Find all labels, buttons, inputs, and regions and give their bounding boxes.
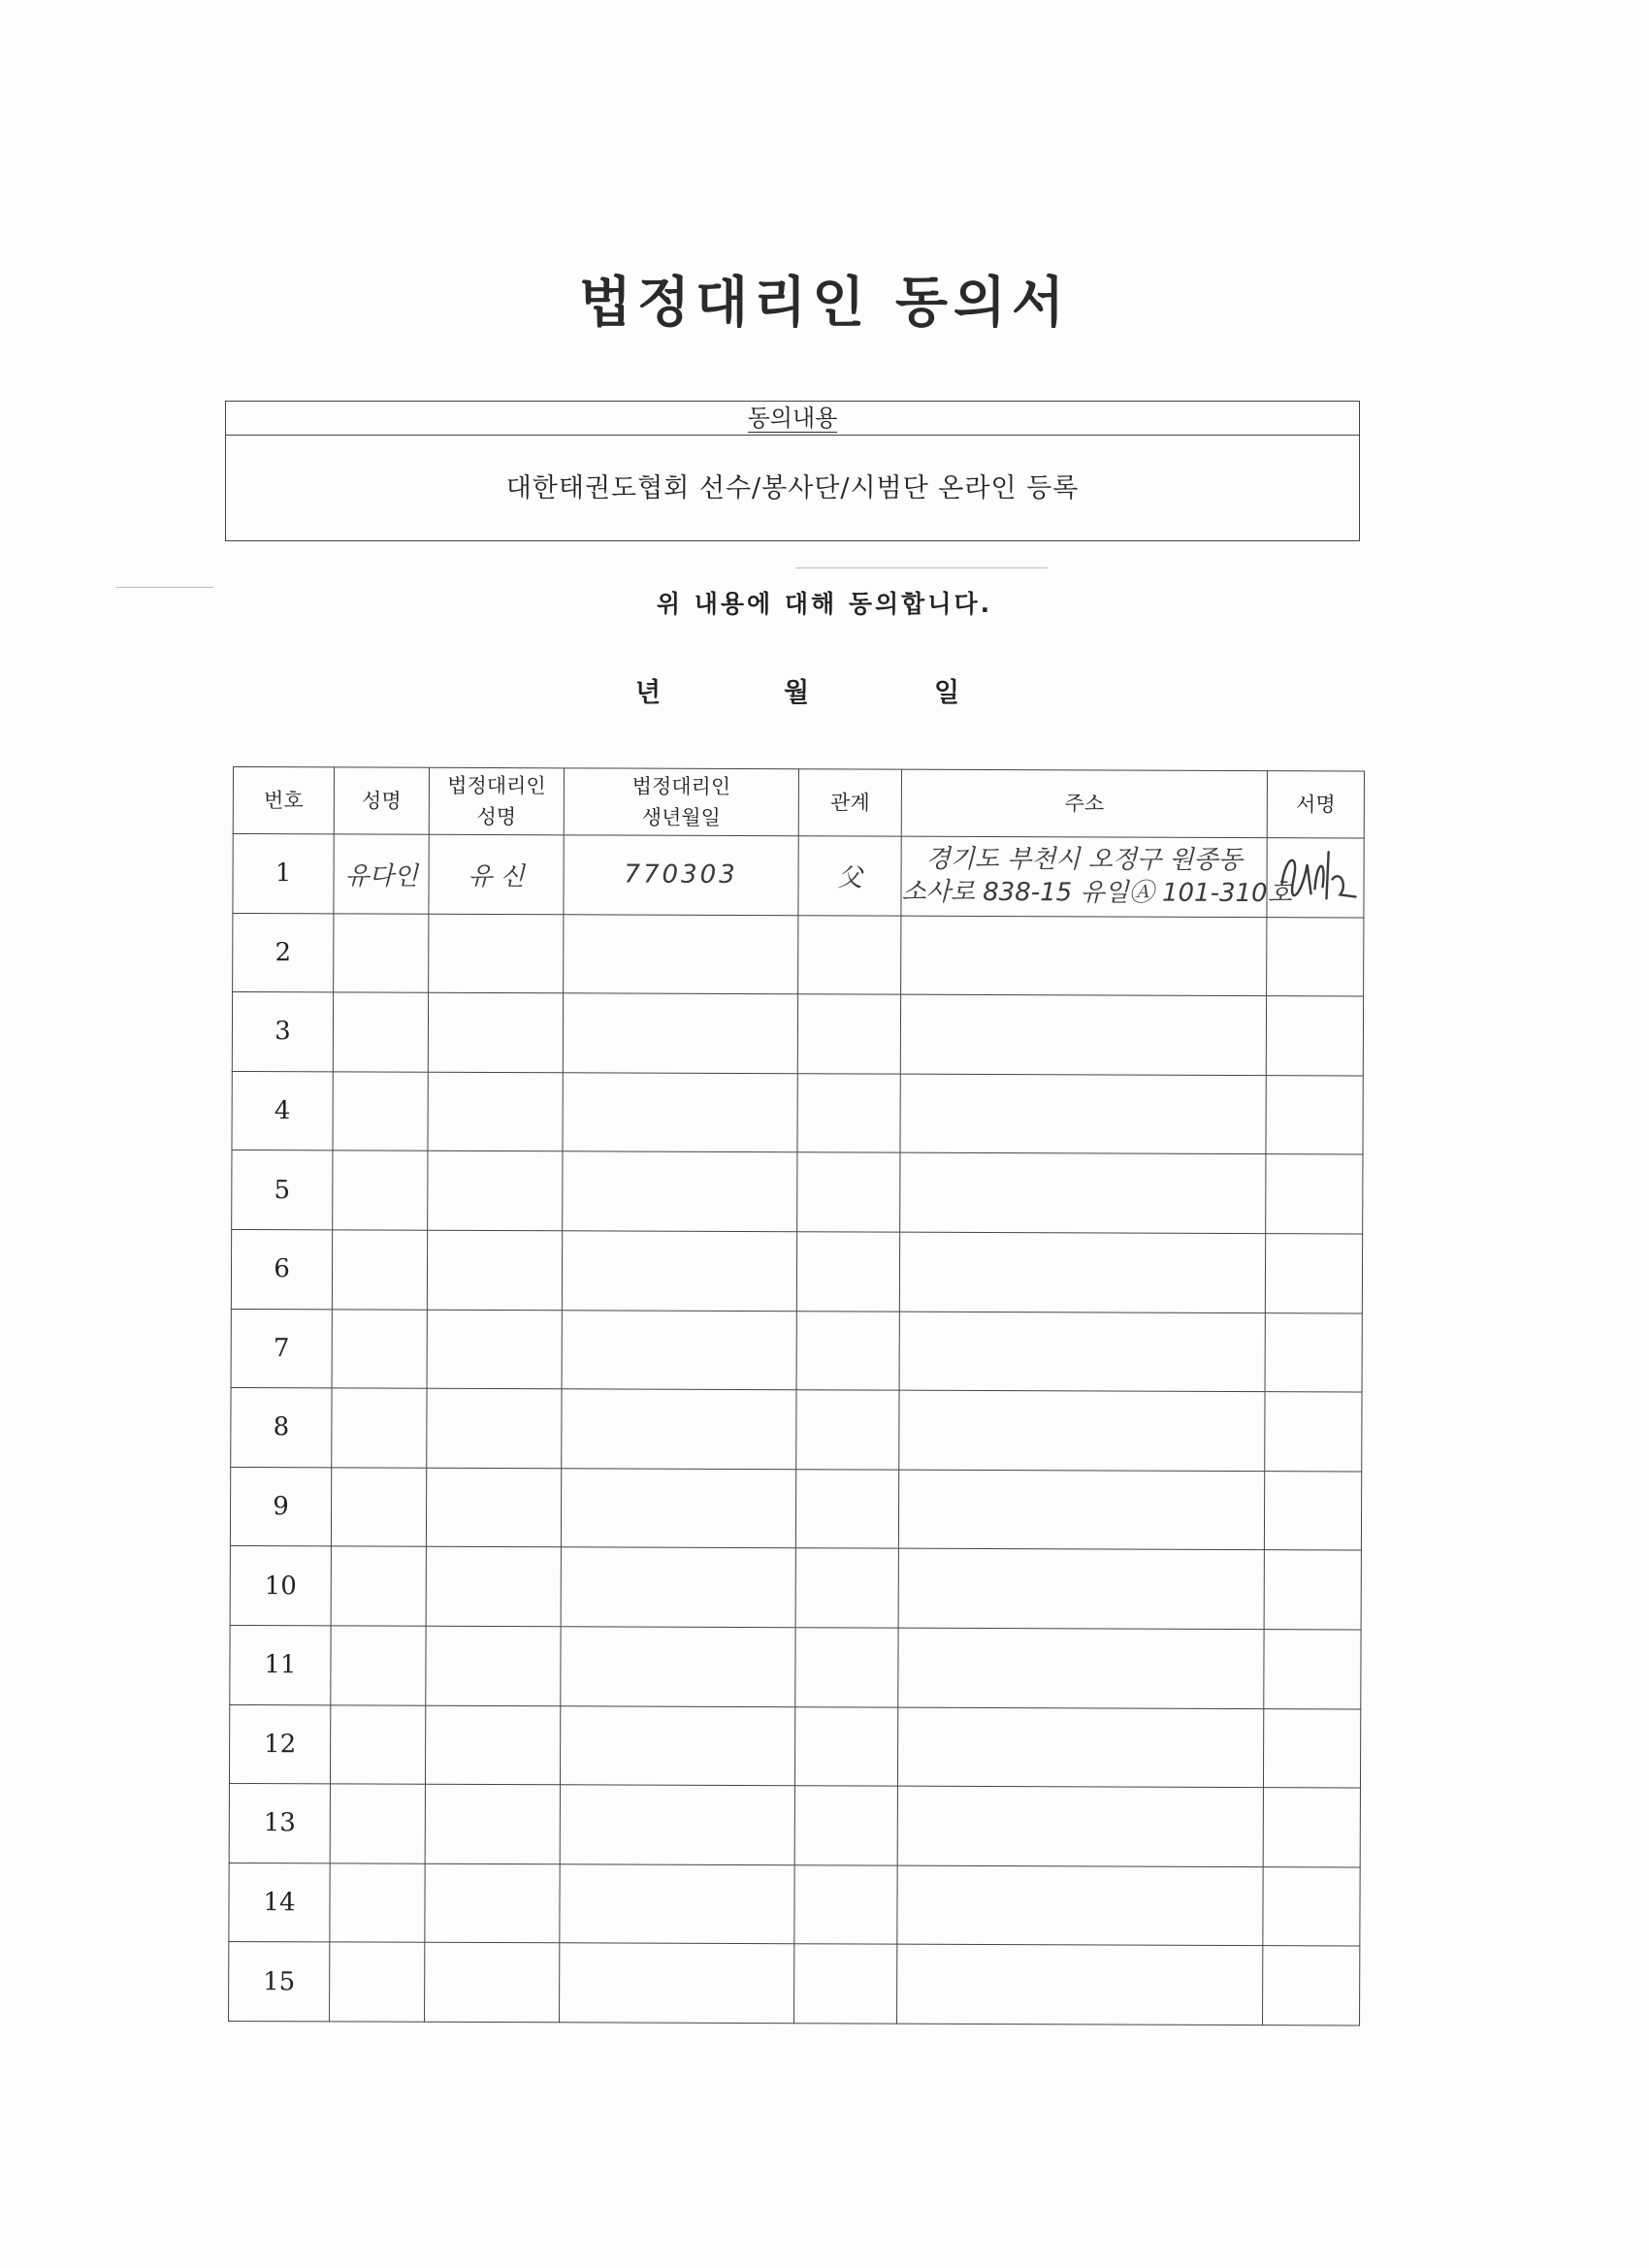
row-guardian-birth bbox=[560, 1943, 794, 2024]
row-number: 13 bbox=[229, 1784, 330, 1863]
row-relation bbox=[795, 1469, 898, 1548]
row-guardian-birth bbox=[560, 1785, 794, 1865]
row-number: 15 bbox=[229, 1942, 330, 2022]
row-guardian-name bbox=[427, 1310, 562, 1389]
table-row bbox=[230, 1625, 1361, 1708]
row-number: 7 bbox=[231, 1309, 332, 1388]
consent-header bbox=[226, 402, 1359, 436]
row-guardian-name bbox=[428, 992, 563, 1072]
consent-text: 대한태권도협회 선수/봉사단/시범단 온라인 등록 bbox=[505, 473, 1080, 503]
header-guardian-name-line2: 성명 bbox=[476, 804, 517, 829]
row-guardian-name bbox=[426, 1468, 561, 1547]
row-relation bbox=[796, 1311, 899, 1390]
row-guardian-name bbox=[427, 1230, 562, 1310]
row-signature bbox=[1265, 1392, 1362, 1472]
row-name bbox=[332, 1309, 427, 1388]
row-number: 2 bbox=[233, 913, 334, 992]
row-guardian-birth bbox=[561, 1547, 795, 1628]
row-relation bbox=[796, 1390, 899, 1470]
row-signature bbox=[1264, 1471, 1361, 1550]
row-signature bbox=[1266, 1075, 1363, 1154]
row-address bbox=[897, 1786, 1263, 1866]
row-guardian-birth bbox=[561, 1469, 795, 1549]
date-day-label: 일 bbox=[934, 678, 960, 708]
date-year-label: 년 bbox=[635, 678, 662, 708]
row-signature bbox=[1265, 1234, 1362, 1313]
row-name: 유다인 bbox=[334, 834, 429, 914]
table-row bbox=[231, 1309, 1362, 1392]
header-relation: 관계 bbox=[798, 769, 901, 836]
row-relation bbox=[794, 1864, 897, 1944]
row-guardian-birth bbox=[562, 1310, 796, 1390]
row-address bbox=[899, 1312, 1265, 1392]
row-guardian-name bbox=[427, 1388, 562, 1468]
row-signature bbox=[1264, 1550, 1361, 1630]
row-number: 3 bbox=[232, 992, 333, 1072]
row-guardian-birth bbox=[564, 914, 798, 994]
row-guardian-name bbox=[425, 1943, 560, 2023]
row-address bbox=[897, 1944, 1263, 2025]
row-signature bbox=[1263, 1708, 1360, 1788]
row-name bbox=[331, 1546, 426, 1626]
table-row bbox=[229, 1704, 1360, 1788]
date-month-label: 월 bbox=[784, 678, 810, 708]
table-row bbox=[231, 1388, 1362, 1472]
row-guardian-birth bbox=[562, 1389, 796, 1470]
row-signature bbox=[1264, 1630, 1361, 1709]
row-relation bbox=[797, 1152, 900, 1232]
row-name bbox=[330, 1704, 425, 1784]
table-row bbox=[230, 1546, 1361, 1630]
header-guardian-name bbox=[429, 767, 564, 835]
row-address bbox=[898, 1470, 1264, 1550]
row-address bbox=[898, 1548, 1264, 1629]
table-row bbox=[230, 1467, 1361, 1550]
row-name bbox=[333, 992, 428, 1072]
table-row bbox=[232, 1071, 1363, 1154]
agreement-text: 위 내용에 대해 동의합니다. bbox=[656, 590, 993, 618]
table-row bbox=[233, 834, 1364, 918]
row-guardian-birth: 770303 bbox=[564, 835, 798, 916]
row-guardian-birth bbox=[560, 1864, 794, 1945]
row-number: 10 bbox=[230, 1546, 331, 1626]
row-number: 5 bbox=[232, 1150, 333, 1230]
row-number: 11 bbox=[230, 1625, 331, 1704]
table-header-row bbox=[233, 767, 1364, 838]
row-number: 8 bbox=[231, 1388, 332, 1468]
header-guardian-birth-line2: 생년월일 bbox=[641, 805, 721, 829]
row-signature bbox=[1267, 917, 1364, 996]
table-row bbox=[229, 1942, 1360, 2025]
signature-mark bbox=[1272, 840, 1359, 908]
row-name bbox=[330, 1863, 425, 1943]
row-guardian-name bbox=[428, 1072, 563, 1151]
row-relation: 父 bbox=[798, 836, 901, 916]
row-signature bbox=[1265, 1312, 1362, 1392]
row-guardian-name bbox=[425, 1863, 560, 1943]
page-title: 법정대리인 동의서 bbox=[578, 272, 1071, 335]
row-relation bbox=[798, 915, 901, 994]
row-address bbox=[897, 1707, 1263, 1788]
row-name bbox=[332, 1388, 427, 1468]
header-guardian-birth-line1: 법정대리인 bbox=[631, 774, 731, 798]
row-relation bbox=[794, 1786, 897, 1865]
table-row bbox=[233, 913, 1364, 996]
row-signature bbox=[1267, 838, 1364, 918]
row-name bbox=[331, 1468, 426, 1547]
row-relation bbox=[797, 1074, 900, 1153]
scan-mark bbox=[795, 567, 1048, 568]
consent-box bbox=[225, 401, 1360, 541]
row-name bbox=[333, 1072, 428, 1151]
row-name bbox=[332, 1230, 427, 1310]
header-signature: 서명 bbox=[1267, 771, 1364, 838]
header-name: 성명 bbox=[334, 767, 429, 834]
row-number: 6 bbox=[231, 1229, 332, 1309]
row-number: 4 bbox=[232, 1071, 333, 1150]
row-guardian-name bbox=[425, 1705, 560, 1785]
row-guardian-name bbox=[429, 914, 564, 993]
row-number: 1 bbox=[233, 834, 334, 914]
row-name bbox=[333, 1150, 428, 1230]
row-address bbox=[899, 1232, 1265, 1312]
header-address: 주소 bbox=[901, 769, 1267, 837]
row-address bbox=[900, 994, 1266, 1075]
row-guardian-birth bbox=[562, 1231, 796, 1312]
row-guardian-birth bbox=[563, 993, 797, 1074]
row-address-line1: 경기도 부천시 오정구 원종동 bbox=[925, 845, 1243, 876]
row-address-line2: 소사로 838-15 유일Ⓐ 101-310호 bbox=[901, 877, 1292, 909]
row-relation bbox=[797, 994, 900, 1074]
row-address bbox=[900, 1074, 1266, 1154]
row-name bbox=[334, 913, 429, 992]
table-row bbox=[229, 1784, 1360, 1867]
row-address bbox=[898, 1628, 1264, 1708]
row-guardian-name bbox=[425, 1784, 560, 1863]
row-guardian-name bbox=[428, 1151, 563, 1231]
row-signature bbox=[1263, 1866, 1360, 1946]
header-number: 번호 bbox=[233, 767, 334, 834]
row-guardian-birth bbox=[561, 1627, 795, 1707]
row-address bbox=[899, 1390, 1265, 1471]
row-guardian-name bbox=[426, 1626, 561, 1705]
row-relation bbox=[795, 1548, 898, 1628]
table-row bbox=[229, 1863, 1360, 1946]
table-row bbox=[232, 992, 1363, 1076]
row-relation bbox=[794, 1944, 897, 2024]
row-number: 12 bbox=[229, 1704, 330, 1784]
row-guardian-birth bbox=[560, 1705, 794, 1786]
row-relation bbox=[794, 1706, 897, 1786]
row-signature bbox=[1266, 996, 1363, 1076]
row-number: 14 bbox=[229, 1863, 330, 1942]
consent-header-label: 동의내용 bbox=[747, 405, 838, 432]
row-guardian-name: 유 신 bbox=[429, 834, 564, 914]
row-guardian-name bbox=[426, 1547, 561, 1627]
header-guardian-birth bbox=[564, 768, 798, 836]
row-address bbox=[900, 1153, 1266, 1234]
row-signature bbox=[1263, 1946, 1360, 2025]
row-signature bbox=[1266, 1154, 1363, 1234]
row-name bbox=[330, 1942, 425, 2022]
row-name bbox=[331, 1626, 426, 1705]
row-relation bbox=[796, 1232, 899, 1312]
row-guardian-birth bbox=[563, 1151, 797, 1232]
table-row bbox=[231, 1229, 1362, 1312]
row-address bbox=[901, 836, 1292, 917]
registration-table bbox=[228, 766, 1365, 2025]
table-row bbox=[232, 1150, 1363, 1234]
row-address bbox=[901, 916, 1267, 996]
row-address bbox=[897, 1865, 1263, 1946]
header-guardian-name-line1: 법정대리인 bbox=[447, 773, 546, 798]
row-guardian-birth bbox=[563, 1073, 797, 1153]
row-name bbox=[330, 1784, 425, 1863]
row-relation bbox=[795, 1628, 898, 1707]
row-number: 9 bbox=[230, 1467, 331, 1546]
row-signature bbox=[1263, 1788, 1360, 1867]
